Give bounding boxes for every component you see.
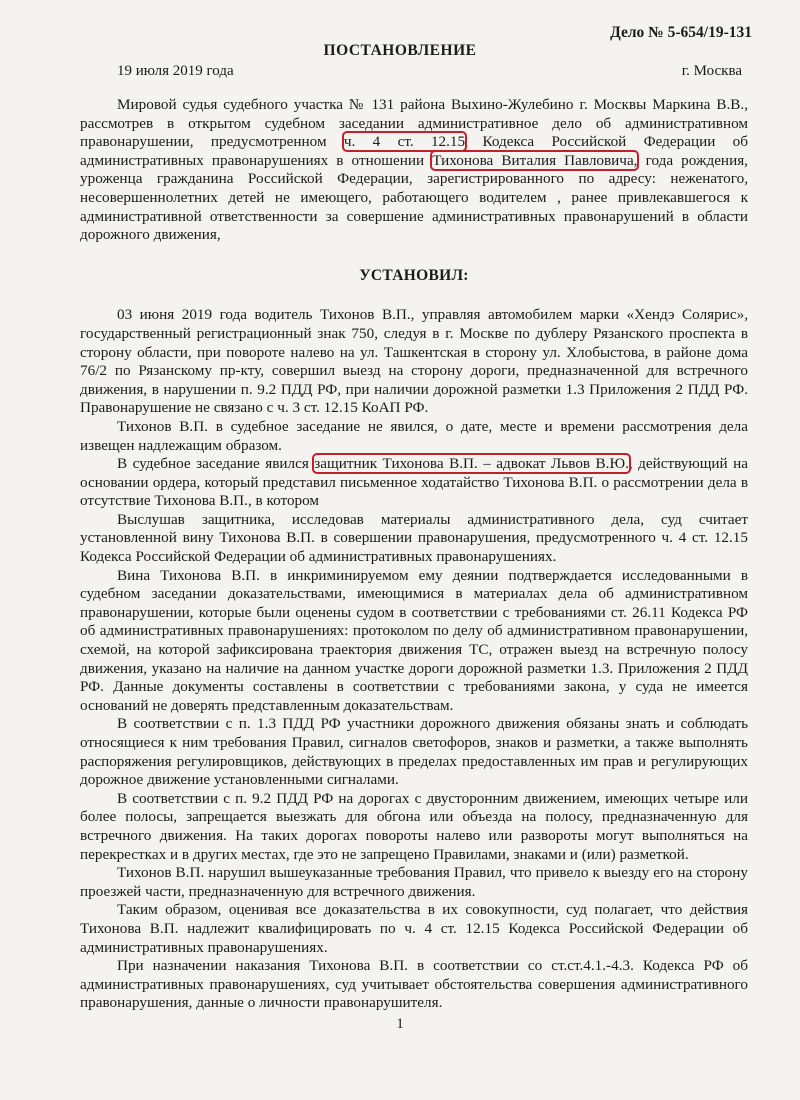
paragraph-3 (80, 455, 748, 511)
highlighted-article: ч. 4 ст. 12.15 (343, 133, 466, 151)
paragraph-10: При назначении наказания Тихонова В.П. в соответствии со ст.ст.4.1.-4.3. Кодекса РФ об административных правонарушениях, суд учитывает обстоятельства совершения административного правонарушения, данные о личности правонарушителя. (80, 957, 748, 1012)
highlighted-defender: защитник Тихонова В.П. – адвокат Львов В.Ю. (314, 455, 629, 473)
date-line (117, 63, 742, 80)
document-body (80, 96, 748, 1013)
paragraph-9: Таким образом, оценивая все доказательства в их совокупности, суд полагает, что действия Тихонова В.П. надлежит квалифицировать по ч. 4 ст. 12.15 Кодекса Российской Федерации об административных правонарушениях. (80, 901, 748, 956)
paragraph-6: В соответствии с п. 1.3 ПДД РФ участники дорожного движения обязаны знать и соблюдать относящиеся к ним требования Правил, сигналов светофоров, знаков и разметки, а также выполнять распоряжения регулировщиков, действующих в пределах предоставленных им прав и регулирующих дорожное движение установленными сигналами. (80, 715, 748, 789)
paragraph-7: В соответствии с п. 9.2 ПДД РФ на дорогах с двусторонним движением, имеющих четыре или более полосы, запрещается выезжать для обгона или объезда на полосу, предназначенную для встречного движения. На таких дорогах повороты налево или развороты могут выполняться на перекрестках и в других местах, где это не запрещено Правилами, знаками и (или) разметкой. (80, 789, 748, 863)
paragraph-4: Выслушав защитника, исследовав материалы административного дела, суд считает установленной вину Тихонова В.П. в совершении правонарушения, предусмотренного ч. 4 ст. 12.15 Кодекса Российской Федерации об административных правонарушениях. (80, 510, 748, 566)
intro-paragraph (80, 96, 748, 245)
paragraph-5: Вина Тихонова В.П. в инкриминируемом ему деянии подтверждается исследованными в судебном заседании доказательствами, имеющимися в материалах дела об административном правонарушении, которые были оценены судом в соответствии с требованиями ст. 26.11 Кодекса РФ об административных правонарушениях: протоколом по делу об административном правонарушении, схемой, на которой зафиксирована траектория движения ТС, отражен выезд на встречную полосу движения, указано на наличие на данном участке дороги дорожной разметки 1.3. Приложения 2 ПДД РФ. Данные документы составлены в соответствии с требованиями закона, у суда не имеется оснований не доверять представленным доказательствам. (80, 566, 748, 714)
paragraph-2: Тихонов В.П. в судебное заседание не явился, о дате, месте и времени рассмотрения дела извещен надлежащим образом. (80, 417, 748, 454)
case-number: Дело № 5-654/19-131 (610, 24, 752, 41)
established-heading: УСТАНОВИЛ: (359, 266, 469, 284)
document-city: г. Москва (681, 63, 742, 79)
intro-text-2: Кодекса Российской Федерации об административных правонарушениях в отношении (80, 133, 748, 169)
paragraph-1: 03 июня 2019 года водитель Тихонов В.П., управляя автомобилем марки «Хендэ Солярис», государственный регистрационный знак 750, следуя в г. Москве по дублеру Рязанского проспекта в сторону области, при повороте налево на ул. Ташкентская в сторону ул. Хлобыстова, в районе дома 76/2 по Рязанскому пр-кту, совершил выезд на сторону дороги, предназначенной для встречного движения, в нарушении п. 9.2 ПДД РФ, при наличии дорожной разметки 1.3 Приложения 2 ПДД РФ. Правонарушение не связано с ч. 3 ст. 12.15 КоАП РФ. (80, 306, 748, 417)
document-title: ПОСТАНОВЛЕНИЕ (323, 42, 477, 59)
highlighted-person-name: Тихонова Виталия Павловича, (432, 151, 638, 169)
intro-text-3: года рождения, уроженца гражданина Российской Федерации, зарегистрированного по адресу: неженатого, несовершеннолетних детей не имеющего, работающего водителем , ранее привлекавшегося к административной ответственности за совершение административных правонарушений в области дорожного движения, (80, 151, 748, 244)
document-date: 19 июля 2019 года (117, 63, 234, 79)
paragraph-3-text-b: , действующий на основании ордера, который представил письменное ходатайство Тихонова В.П. о рассмотрении дела в отсутствие Тихонова В.П., в котором (80, 455, 748, 510)
intro-text-1: Мировой судья судебного участка № 131 района Выхино-Жулебино г. Москвы Маркина В.В., рассмотрев в открытом судебном заседании административное дело об административном правонарушении, предусмотренном (80, 96, 748, 151)
paragraph-8: Тихонов В.П. нарушил вышеуказанные требования Правил, что привело к выезду его на сторону проезжей части, предназначенную для встречного движения. (80, 864, 748, 900)
paragraph-3-text-a: В судебное заседание явился (117, 455, 315, 473)
page-number: 1 (396, 1016, 404, 1032)
